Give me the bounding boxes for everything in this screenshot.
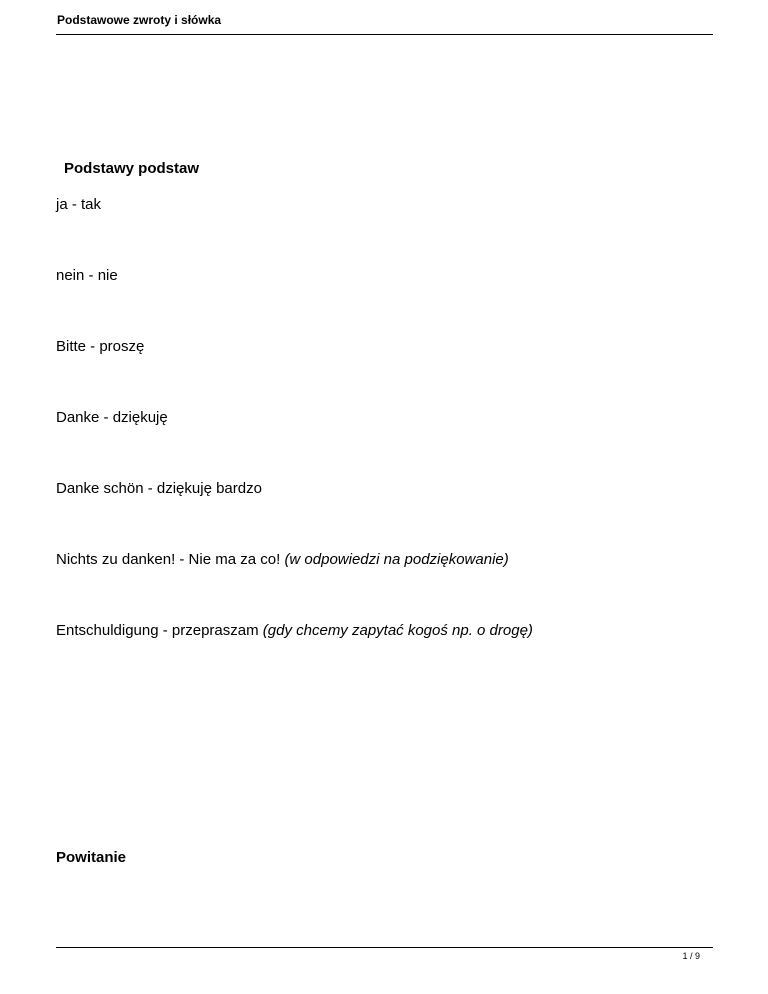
phrase-note: (w odpowiedzi na podziękowanie) (284, 551, 509, 568)
phrase-item (56, 621, 533, 641)
phrase-item (56, 550, 509, 570)
phrase-item (56, 266, 118, 286)
document-header-title: Podstawowe zwroty i słówka (57, 13, 222, 27)
phrase-item (56, 337, 144, 357)
section-heading-basics: Podstawy podstaw (64, 160, 200, 177)
phrase-item (56, 479, 262, 499)
phrase-item (56, 408, 168, 428)
header-divider (56, 34, 713, 35)
phrase-text: ja - tak (56, 196, 102, 213)
phrase-item (56, 195, 101, 215)
phrase-text: nein - nie (56, 267, 118, 284)
section-heading-greeting: Powitanie (56, 849, 127, 866)
footer-divider (56, 947, 713, 948)
phrase-note: (gdy chcemy zapytać kogoś np. o drogę) (262, 622, 533, 639)
phrase-text: Danke - dziękuję (56, 409, 168, 426)
phrase-text: Entschuldigung - przepraszam (56, 622, 259, 639)
phrase-text: Bitte - proszę (56, 338, 145, 355)
phrase-text: Nichts zu danken! - Nie ma za co! (56, 551, 281, 568)
page-number: 1 / 9 (682, 951, 700, 961)
phrase-text: Danke schön - dziękuję bardzo (56, 480, 262, 497)
